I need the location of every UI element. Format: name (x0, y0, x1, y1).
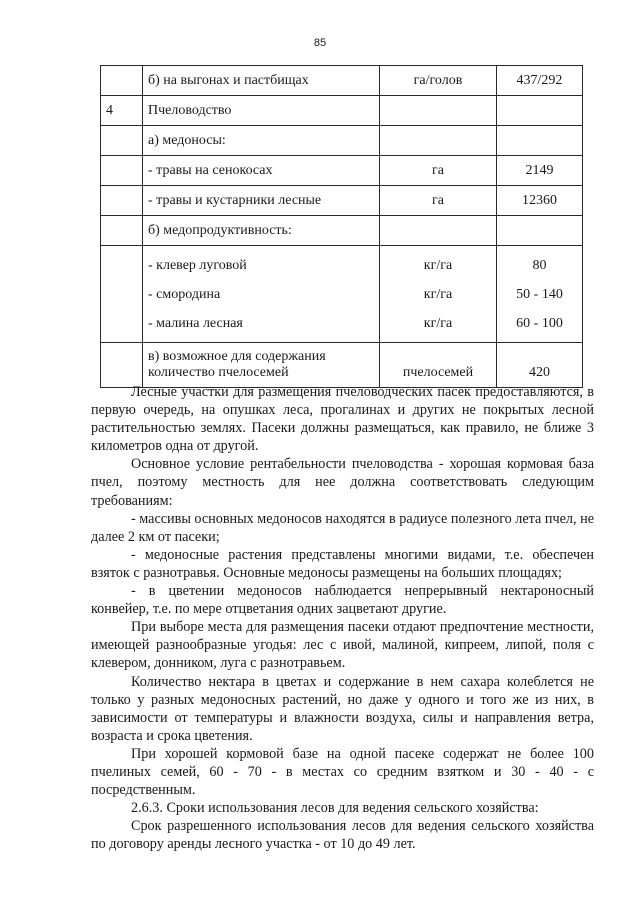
row-value: 420 (497, 343, 583, 388)
section-heading: 2.6.3. Сроки использования лесов для ведения сельского хозяйства: (131, 800, 539, 817)
table-row (101, 343, 583, 388)
row-name-line: количество пчелосемей (148, 365, 289, 380)
table-row (101, 126, 583, 156)
table-row (101, 186, 583, 216)
row-unit (380, 96, 497, 126)
data-table (100, 65, 583, 388)
row-name (143, 343, 380, 388)
row-value: 12360 (497, 186, 583, 216)
row-value: 60 - 100 (516, 315, 563, 331)
row-name-line: в) возможное для содержания (148, 349, 326, 364)
row-value: 50 - 140 (516, 286, 563, 302)
row-value: 437/292 (497, 66, 583, 96)
paragraph: При выборе места для размещения пасеки отдают предпочтение местности, имеющей разнообразные угодья: лес с ивой, малиной, кипреем, липой, поля с клевером, донником, луга с разнотравьем. (91, 619, 594, 672)
row-name: - клевер луговой (148, 257, 247, 273)
row-name: - смородина (148, 286, 221, 302)
row-unit (380, 126, 497, 156)
table-row (101, 216, 583, 246)
row-unit: кг/га (423, 257, 453, 273)
row-number (101, 343, 143, 388)
row-value-group (497, 246, 583, 343)
page-number: 85 (313, 37, 327, 49)
row-unit: кг/га (423, 286, 453, 302)
row-number: 4 (101, 96, 143, 126)
paragraph: Количество нектара в цветах и содержание в нем сахара колеблется не только у разных медоносных растений, но даже у одного и того же из них, в зависимости от температуры и влажности воздуха, силы и направления ветра, возраста и срока цветения. (91, 673, 594, 744)
row-unit: кг/га (423, 315, 453, 331)
table-row (101, 156, 583, 186)
table-row (101, 96, 583, 126)
row-number (101, 246, 143, 343)
paragraph: Срок разрешенного использования лесов для ведения сельского хозяйства по договору аренды лесного участка - от 10 до 49 лет. (91, 818, 594, 853)
row-number (101, 66, 143, 96)
row-unit: га/голов (380, 66, 497, 96)
row-name: - травы на сенокосах (143, 156, 380, 186)
row-name: б) на выгонах и пастбищах (143, 66, 380, 96)
table-row (101, 66, 583, 96)
row-name: а) медоносы: (143, 126, 380, 156)
paragraph: - массивы основных медоносов находятся в радиусе полезного лета пчел, не далее 2 км от пасеки; (91, 510, 594, 545)
row-unit: га (380, 156, 497, 186)
row-name: - малина лесная (148, 315, 243, 331)
row-unit (380, 216, 497, 246)
row-number (101, 156, 143, 186)
paragraph: - в цветении медоносов наблюдается непрерывный нектароносный конвейер, т.е. по мере отцветания одних зацветают другие. (91, 583, 594, 618)
body-text (91, 383, 594, 853)
paragraph: - медоносные растения представлены многими видами, т.е. обеспечен взяток с разнотравья. Основные медоносы размещены на больших площадях; (91, 546, 594, 581)
row-value: 2149 (497, 156, 583, 186)
row-name: - травы и кустарники лесные (143, 186, 380, 216)
table-row-group (101, 246, 583, 343)
row-value (497, 96, 583, 126)
row-name: б) медопродуктивность: (143, 216, 380, 246)
row-name: Пчеловодство (143, 96, 380, 126)
row-number (101, 186, 143, 216)
row-value (497, 216, 583, 246)
row-name-group (143, 246, 380, 343)
paragraph: Лесные участки для размещения пчеловодческих пасек предоставляются, в первую очередь, на опушках леса, прогалинах и других не покрытых лесной растительностью землях. Пасеки должны размещаться, как правило, не ближе 3 километров одна от другой. (91, 384, 594, 455)
row-number (101, 126, 143, 156)
row-value (497, 126, 583, 156)
paragraph: При хорошей кормовой базе на одной пасеке содержат не более 100 пчелиных семей, 60 - 70 - в местах со средним взятком и 30 - 40 - с посредственным. (91, 745, 594, 799)
row-unit: пчелосемей (380, 343, 497, 388)
row-unit-group (380, 246, 497, 343)
row-unit: га (380, 186, 497, 216)
paragraph: Основное условие рентабельности пчеловодства - хорошая кормовая база пчел, поэтому местность для нее должна соответствовать следующим требованиям: (91, 456, 594, 509)
row-value: 80 (532, 257, 547, 273)
row-number (101, 216, 143, 246)
